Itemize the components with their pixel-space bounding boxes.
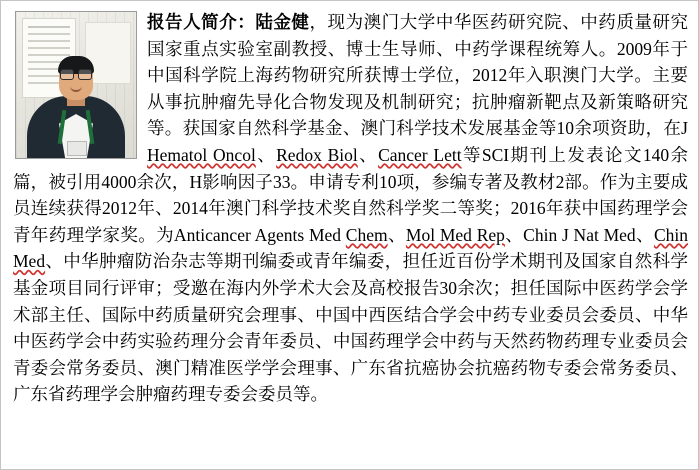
bio-text-4: 等SCI期刊上发表论文140余篇，被引用4000余次，H影响因子33。申请专利10项，参编专著及教材2部。作为主要成员连续获得2012年、2014年澳门科学技术奖自然科学奖二等奖；2016年获中国药理学会青年药理学家奖。为Anticancer Agents Med bbox=[13, 144, 689, 245]
bio-text-3: 、 bbox=[357, 144, 379, 165]
badge-shape bbox=[67, 141, 87, 156]
bio-text-6: 、Chin J Nat Med、 bbox=[504, 224, 654, 245]
bio-text-2: 、 bbox=[255, 144, 277, 165]
journal-chin-med: Chin Med bbox=[13, 224, 689, 272]
speaker-name: 陆金健 bbox=[255, 12, 310, 32]
bio-text-7: 、中华肿瘤防治杂志等期刊编委或青年编委，担任近百份学术期刊及国家自然科学基金项目同行评审；受邀在海内外学术大会及高校报告30余次；担任国际中医药学会学术部主任、国际中药质量研究会理事、中国中西医结合学会中药专业委员会委员、中华中医药学会中药实验药理分会青年委员、中国药理学会中药与天然药物药理专业委员会青委会常务委员、澳门精准医学学会理事、广东省抗癌协会抗癌药物专委会常务委员、广东省药理学会肿瘤药理专委会委员等。 bbox=[13, 251, 688, 405]
bio-text-5: 、 bbox=[387, 224, 406, 245]
journal-chem: Chem bbox=[345, 224, 388, 245]
bio-label: 报告人简介： bbox=[147, 12, 256, 32]
journal-mol-med-rep: Mol Med Rep bbox=[405, 224, 505, 245]
bio-text-1: ，现为澳门大学中华医药研究院、中药质量研究国家重点实验室副教授、博士生导师、中药学课程统筹人。2009年于中国科学院上海药物研究所获博士学位，2012年入职澳门大学。主要从事抗肿瘤先导化合物发现及机制研究；抗肿瘤新靶点及新策略研究等。获国家自然科学基金、澳门科学技术发展基金等10余项资助，在J bbox=[147, 12, 689, 139]
journal-hematol-oncol: Hematol Oncol bbox=[147, 144, 256, 165]
journal-redox-biol: Redox Biol bbox=[276, 144, 358, 165]
person-figure bbox=[24, 54, 128, 158]
glasses-icon bbox=[60, 69, 92, 78]
speaker-photo bbox=[15, 11, 137, 159]
journal-cancer-lett: Cancer Lett bbox=[378, 144, 462, 165]
document-content bbox=[1, 1, 698, 412]
